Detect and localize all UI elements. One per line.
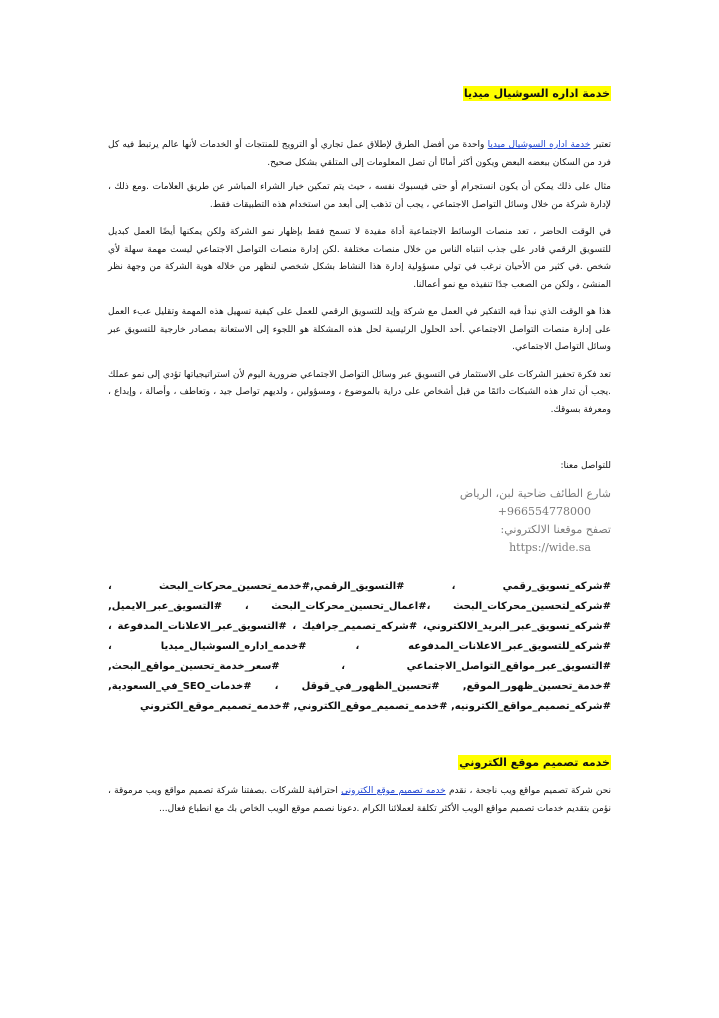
paragraph-text: احترافية للشركات .بصفتنا شركة تصميم مواقع ويب مرموقة ، نؤمن بتقديم خدمات تصميم مواقع الويب الأكثر تكلفة لعملائنا الكرام .دعونا نصمم موقع الويب الخاص بك مع انطباع فعال...: [108, 786, 611, 814]
contact-lines: [301, 485, 611, 557]
paragraph-example: مثال على ذلك يمكن أن يكون انستجرام أو حتى فيسبوك نفسه ، حيث يتم تمكين خيار الشراء المباشر عن طريق العلامات .ومع ذلك ، لإدارة شركة من خلال وسائل التواصل الاجتماعي ، يجب أن تذهب إلى أبعد من استخدام هذه التطبيقات فقط.: [108, 182, 611, 210]
spacer: [108, 172, 611, 179]
spacer: [108, 294, 611, 304]
section-heading-text: خدمه تصميم موقع الكتروني: [459, 756, 610, 769]
section-heading-social-media: [108, 86, 611, 102]
web-design-service-link[interactable]: خدمه تصميم موقع الكتروني: [341, 786, 446, 796]
paragraph-text: واحدة من أفضل الطرق لإطلاق عمل تجاري أو الترويج للمنتجات أو الخدمات لأنها عالم يرتبط فيه كل فرد من السكان ببعضه البعض ويكون أكثر أمانًا أن تصل المعلومات إلى المتلقي بشكل صحيح.: [108, 140, 611, 168]
paragraph-investment: تعد فكرة تحفيز الشركات على الاستثمار في التسويق عبر وسائل التواصل الاجتماعي ضرورية اليوم لأن استراتيجياتها تؤدي إلى نمو عملك .يجب أن تدار هذه الشبكات دائمًا من قبل أشخاص على دراية بالموضوع ، ومسؤولين ، ولديهم تواصل جيد ، وتعاطف ، وأصالة ، وإبداع ، ومعرفة بسوقك.: [108, 369, 611, 415]
contact-details: [108, 485, 611, 555]
paragraph-intro: [108, 137, 611, 172]
contact-site-label: تصفح موقعنا الالكتروني:: [500, 523, 611, 536]
paragraph-text: تعتبر: [590, 140, 611, 150]
social-media-service-link[interactable]: خدمة اداره السوشيال ميديا: [487, 140, 591, 150]
paragraph-text: نحن شركة تصميم مواقع ويب ناجحة ، نقدم: [445, 786, 612, 796]
spacer: [108, 214, 611, 224]
contact-phone: +966554778000: [497, 505, 591, 518]
contact-url[interactable]: https://wide.sa: [509, 541, 591, 554]
spacer: [108, 102, 611, 137]
contact-address: شارع الطائف ضاحية لبن، الرياض: [459, 487, 611, 500]
section-heading-web-design: [108, 755, 611, 771]
paragraph-present-day: في الوقت الحاضر ، تعد منصات الوسائط الاجتماعية أداة مفيدة لا تسمح فقط بإظهار نمو الشركة ولكن يمكنها أيضًا العمل كبديل للتسويق الرقمي قادر على جذب انتباه الناس من خلال منصات مختلفة .لكن إدارة منصات التواصل الاجتماعي ليست مهمة سهلة لأي شخص .في كثير من الأحيان نرغب في تولي مسؤولية إدارة هذا النشاط بشكل شخصي لنظهر من خلاله هوية الشركة من وجهة نظر المنشئ ، ولكن من الصعب جدًا تنفيذه مع نمو أعمالنا.: [108, 227, 611, 290]
section-heading-text: خدمة اداره السوشيال ميديا: [463, 87, 610, 100]
contact-title: للتواصل معنا:: [560, 461, 611, 471]
paragraph-outsourcing: هذا هو الوقت الذي نبدأ فيه التفكير في العمل مع شركة وإيد للتسويق الرقمي للعمل على كيفية تسهيل هذه المهمة وتقليل عبء العمل على إدارة منصات التواصل الاجتماعي .أحد الحلول الرئيسية لحل هذه المشكلة هو اللجوء إلى الاستعانة بمصادر خارجية للتسويق عبر وسائل التواصل الاجتماعي.: [108, 307, 611, 352]
paragraph-web-design: [108, 783, 611, 818]
hashtags-block: #شركه_تسويق_رقمي ، #التسويق_الرقمي,#خدمه_تحسين_محركات_البحث ، #شركه_لتحسين_محركات_البحث ،#اعمال_تحسين_محركات_البحث ، #التسويق_عبر_الايميل, #شركه_تسويق_عبر_البريد_الالكتروني، #شركه_تصميم_جرافيك ، #التسويق_عبر_الاعلانات_المدفوعة ، #شركه_للتسويق_عبر_الاعلانات_المدفوعه ، #خدمه_اداره_السوشيال_ميديا ، #التسويق_عبر_مواقع_التواصل_الاجتماعي ، #سعر_خدمة_تحسين_مواقع_البحث, #خدمة_تحسين_ظهور_الموقع, #تحسين_الظهور_في_قوقل ، #خدمات_SEO_في_السعودية, #شركه_تصميم_مواقع_الكترونيه, #خدمه_تصميم_موقع_الكتروني, #خدمه_تصميم_موقع_الكتروني: [108, 581, 611, 712]
spacer: [108, 357, 611, 367]
